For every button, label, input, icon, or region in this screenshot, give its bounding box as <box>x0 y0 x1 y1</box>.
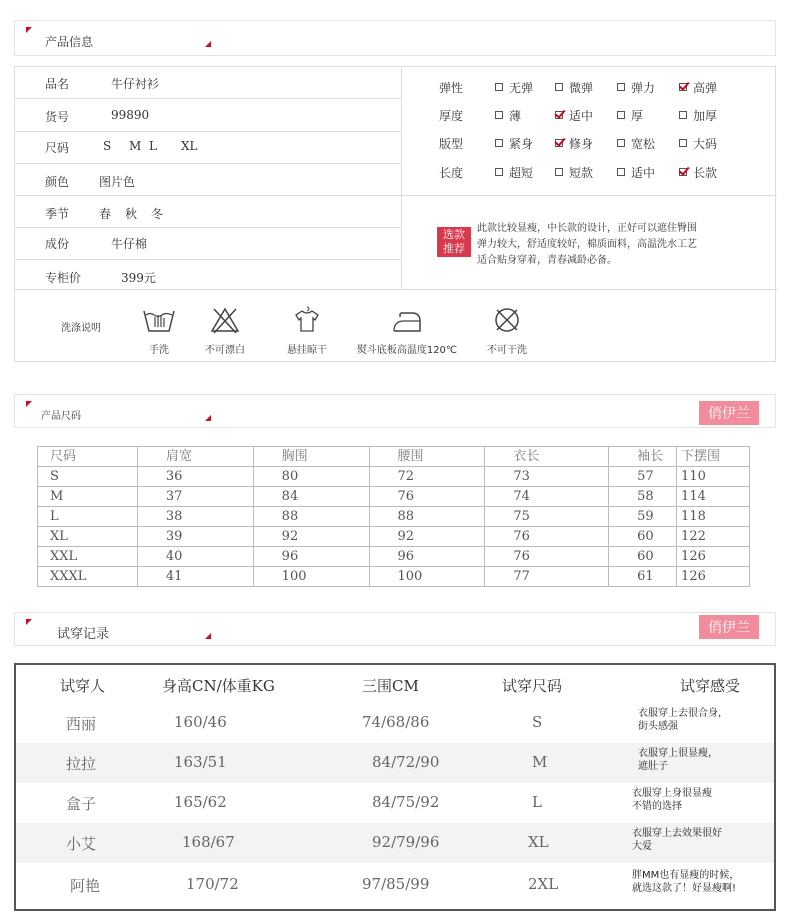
trial-hw-cell: 168/67 <box>182 833 235 851</box>
unchecked-checkbox-icon <box>495 139 503 147</box>
option-text: 紧身 <box>509 137 534 151</box>
divider <box>15 289 777 290</box>
size-label: 尺码 <box>45 141 70 155</box>
checked-checkbox-icon <box>679 168 687 176</box>
size-cell: S <box>38 467 138 487</box>
size-cell: 126 <box>677 547 750 567</box>
unchecked-checkbox-icon <box>617 168 625 176</box>
feedback-line: 衣服穿上去效果很好 <box>632 828 722 839</box>
badge-line: 推荐 <box>443 242 465 255</box>
size-cell: 126 <box>677 567 750 587</box>
size-cell: 76 <box>485 527 609 547</box>
hanger-shirt-icon <box>292 305 322 335</box>
care-text: 不可干洗 <box>487 345 527 356</box>
feedback-line: 胖MM也有显瘦的时候， <box>632 870 740 881</box>
brand-badge: 俏伊兰 <box>699 615 759 639</box>
divider <box>15 98 401 99</box>
divider <box>15 227 401 228</box>
header-cell: 三围CM <box>362 677 419 695</box>
size-cell: 59 <box>609 507 677 527</box>
trial-hw-cell: 160/46 <box>174 713 227 731</box>
unchecked-checkbox-icon <box>555 83 563 91</box>
size-cell: 61 <box>609 567 677 587</box>
trial-size-cell: 2XL <box>528 875 559 893</box>
triangle-mark <box>205 41 211 47</box>
size-cell: 88 <box>369 507 485 527</box>
size-cell: 58 <box>609 487 677 507</box>
feedback-line: 大爱 <box>632 841 652 852</box>
option-text: 高弹 <box>693 81 718 95</box>
size-cell: 41 <box>137 567 253 587</box>
size-header-cell: 肩宽 <box>137 447 253 467</box>
trial-feedback-cell <box>632 827 722 853</box>
care-text: 熨斗底板高温度120℃ <box>356 345 458 356</box>
attribute-option <box>495 79 533 96</box>
unchecked-checkbox-icon <box>555 168 563 176</box>
trial-name-cell: 阿艳 <box>70 877 101 895</box>
trial-size-cell: L <box>532 793 542 811</box>
size-cell: 37 <box>137 487 253 507</box>
description-line: 此款比较显瘦，中长款的设计，正好可以遮住臀围 <box>477 223 697 234</box>
sku-label: 货号 <box>45 110 70 124</box>
trial-bwh-cell: 92/79/96 <box>372 833 440 851</box>
trial-feedback-cell <box>632 869 739 895</box>
unchecked-checkbox-icon <box>617 83 625 91</box>
size-cell: XXXL <box>38 567 138 587</box>
checked-checkbox-icon <box>679 83 687 91</box>
attribute-option <box>679 107 717 124</box>
size-cell: 100 <box>369 567 485 587</box>
size-header-row <box>38 447 750 467</box>
trial-row <box>16 865 774 905</box>
size-cell: 76 <box>485 547 609 567</box>
attribute-option <box>617 135 655 152</box>
size-cell: 80 <box>253 467 369 487</box>
trial-feedback-cell <box>638 707 728 733</box>
size-cell: 96 <box>369 547 485 567</box>
trial-record-table <box>14 663 776 911</box>
size-cell: XL <box>38 527 138 547</box>
option-text: 无弹 <box>509 81 534 95</box>
attribute-label: 版型 <box>439 137 464 151</box>
price-value: 399元 <box>121 271 156 285</box>
header-cell: 试穿尺码 <box>502 677 563 695</box>
handwash-icon <box>141 305 177 335</box>
attribute-option <box>555 79 593 96</box>
attribute-option <box>679 79 717 96</box>
size-value: S <box>103 139 112 153</box>
section-header-product-info <box>14 20 776 56</box>
corner-mark <box>26 619 32 625</box>
trial-bwh-cell: 84/72/90 <box>372 753 440 771</box>
option-text: 宽松 <box>631 137 656 151</box>
attribute-option <box>679 164 717 181</box>
option-text: 修身 <box>569 137 594 151</box>
badge-line: 选款 <box>443 228 465 241</box>
feedback-line: 不错的选择 <box>632 801 682 812</box>
name-value: 牛仔衬衫 <box>111 77 160 91</box>
option-text: 薄 <box>509 109 522 123</box>
care-item-hang-dry <box>277 305 337 356</box>
trial-feedback-cell <box>632 787 712 813</box>
size-cell: 60 <box>609 527 677 547</box>
trial-bwh-cell: 74/68/86 <box>362 713 430 731</box>
product-info-table <box>14 66 776 362</box>
triangle-mark <box>205 633 211 639</box>
size-cell: 92 <box>253 527 369 547</box>
divider <box>15 259 401 260</box>
size-header-cell: 下摆围 <box>677 447 750 467</box>
size-cell: 84 <box>253 487 369 507</box>
size-header-cell: 尺码 <box>38 447 138 467</box>
trial-row <box>16 783 774 823</box>
attribute-label: 厚度 <box>439 109 464 123</box>
size-cell: XXL <box>38 547 138 567</box>
sku-value: 99890 <box>111 108 150 122</box>
description-line: 弹力较大，舒适度较好，棉质面料，高温洗水工艺 <box>477 239 697 250</box>
unchecked-checkbox-icon <box>617 139 625 147</box>
size-value: M <box>129 139 142 153</box>
trial-size-cell: XL <box>528 833 549 851</box>
feedback-line: 衣服穿上很显瘦， <box>638 748 718 759</box>
feedback-line: 就选这款了！好显瘦啊! <box>632 883 737 894</box>
option-text: 适中 <box>569 109 594 123</box>
trial-row <box>16 703 774 743</box>
size-value: XL <box>181 139 198 153</box>
checked-checkbox-icon <box>555 111 563 119</box>
size-row <box>38 467 750 487</box>
size-cell: 72 <box>369 467 485 487</box>
size-cell: 74 <box>485 487 609 507</box>
attribute-option <box>617 107 643 124</box>
attribute-option <box>495 135 533 152</box>
size-cell: 118 <box>677 507 750 527</box>
care-item-handwash <box>135 305 183 356</box>
divider <box>15 131 401 132</box>
header-cell: 试穿人 <box>60 677 106 695</box>
trial-name-cell: 拉拉 <box>66 755 97 773</box>
size-table <box>37 446 750 587</box>
unchecked-checkbox-icon <box>617 111 625 119</box>
trial-bwh-cell: 97/85/99 <box>362 875 430 893</box>
season-value: 春 <box>99 207 112 221</box>
trial-hw-cell: 165/62 <box>174 793 227 811</box>
section-title: 试穿记录 <box>57 627 110 642</box>
option-text: 微弹 <box>569 81 594 95</box>
attribute-label: 弹性 <box>439 81 464 95</box>
season-value: 秋 <box>125 207 138 221</box>
care-text: 悬挂晾干 <box>287 345 327 356</box>
care-text: 不可漂白 <box>205 345 245 356</box>
trial-row <box>16 823 774 863</box>
attribute-option <box>495 107 521 124</box>
option-text: 适中 <box>631 166 656 180</box>
size-cell: 75 <box>485 507 609 527</box>
care-label: 洗涤说明 <box>61 323 101 334</box>
size-row <box>38 567 750 587</box>
color-value: 图片色 <box>99 175 136 189</box>
care-item-no-bleach <box>195 305 255 356</box>
material-value: 牛仔棉 <box>111 237 148 251</box>
feedback-line: 街头感强 <box>638 721 678 732</box>
unchecked-checkbox-icon <box>495 83 503 91</box>
corner-mark <box>26 27 32 33</box>
iron-icon <box>390 305 424 335</box>
brand-badge: 俏伊兰 <box>699 401 759 425</box>
option-text: 长款 <box>693 166 718 180</box>
attribute-label: 长度 <box>439 166 464 180</box>
option-text: 厚 <box>631 109 644 123</box>
care-text: 手洗 <box>149 345 169 356</box>
corner-mark <box>26 401 32 407</box>
trial-feedback-cell <box>638 747 718 773</box>
attribute-option <box>617 164 655 181</box>
size-cell: 92 <box>369 527 485 547</box>
trial-name-cell: 西丽 <box>66 715 97 733</box>
size-cell: 39 <box>137 527 253 547</box>
description-line: 适合贴身穿着，青春减龄必备。 <box>477 255 617 266</box>
size-cell: 110 <box>677 467 750 487</box>
checked-checkbox-icon <box>555 139 563 147</box>
size-cell: 36 <box>137 467 253 487</box>
option-text: 短款 <box>569 166 594 180</box>
size-cell: 57 <box>609 467 677 487</box>
care-item-no-dryclean <box>477 305 537 356</box>
attribute-option <box>617 79 655 96</box>
recommend-description <box>477 221 737 269</box>
size-header-cell: 胸围 <box>253 447 369 467</box>
divider <box>15 195 777 196</box>
size-cell: 122 <box>677 527 750 547</box>
size-row <box>38 487 750 507</box>
option-text: 弹力 <box>631 81 656 95</box>
no-bleach-icon <box>210 305 240 335</box>
unchecked-checkbox-icon <box>679 139 687 147</box>
trial-bwh-cell: 84/75/92 <box>372 793 440 811</box>
header-cell: 身高CN/体重KG <box>162 677 275 695</box>
size-cell: L <box>38 507 138 527</box>
size-header-cell: 衣长 <box>485 447 609 467</box>
divider <box>401 67 402 289</box>
attribute-option <box>555 135 593 152</box>
trial-header-row <box>16 675 774 701</box>
header-cell: 试穿感受 <box>680 677 741 695</box>
size-cell: M <box>38 487 138 507</box>
trial-size-cell: M <box>532 753 548 771</box>
unchecked-checkbox-icon <box>495 111 503 119</box>
size-cell: 73 <box>485 467 609 487</box>
size-cell: 88 <box>253 507 369 527</box>
name-label: 品名 <box>45 77 70 91</box>
size-cell: 114 <box>677 487 750 507</box>
size-cell: 77 <box>485 567 609 587</box>
size-row <box>38 547 750 567</box>
size-cell: 40 <box>137 547 253 567</box>
no-dry-clean-icon <box>492 305 522 335</box>
size-value: L <box>149 139 157 153</box>
section-title: 产品尺码 <box>41 411 81 422</box>
section-title: 产品信息 <box>45 35 94 49</box>
divider <box>15 163 401 164</box>
trial-row <box>16 743 774 783</box>
size-row <box>38 527 750 547</box>
trial-name-cell: 小艾 <box>66 835 97 853</box>
unchecked-checkbox-icon <box>679 111 687 119</box>
material-label: 成份 <box>45 237 70 251</box>
option-text: 大码 <box>693 137 718 151</box>
season-label: 季节 <box>45 207 70 221</box>
option-text: 超短 <box>509 166 534 180</box>
size-cell: 38 <box>137 507 253 527</box>
size-header-cell: 腰围 <box>369 447 485 467</box>
triangle-mark <box>205 415 211 421</box>
attribute-option <box>555 107 593 124</box>
trial-hw-cell: 170/72 <box>186 875 239 893</box>
trial-name-cell: 盒子 <box>66 795 97 813</box>
section-header-trial <box>14 612 776 646</box>
attribute-option <box>555 164 593 181</box>
size-row <box>38 507 750 527</box>
trial-hw-cell: 163/51 <box>174 753 227 771</box>
size-cell: 76 <box>369 487 485 507</box>
section-header-size <box>14 394 776 428</box>
size-cell: 96 <box>253 547 369 567</box>
size-cell: 100 <box>253 567 369 587</box>
attribute-option <box>495 164 533 181</box>
trial-size-cell: S <box>532 713 543 731</box>
price-label: 专柜价 <box>45 271 82 285</box>
season-value: 冬 <box>151 207 164 221</box>
size-header-cell: 袖长 <box>609 447 677 467</box>
unchecked-checkbox-icon <box>495 168 503 176</box>
recommend-badge <box>437 227 471 257</box>
care-item-iron <box>349 305 465 356</box>
feedback-line: 衣服穿上去很合身， <box>638 708 728 719</box>
option-text: 加厚 <box>693 109 718 123</box>
feedback-line: 遮肚子 <box>638 761 668 772</box>
size-cell: 60 <box>609 547 677 567</box>
color-label: 颜色 <box>45 175 70 189</box>
feedback-line: 衣服穿上身很显瘦 <box>632 788 712 799</box>
attribute-option <box>679 135 717 152</box>
